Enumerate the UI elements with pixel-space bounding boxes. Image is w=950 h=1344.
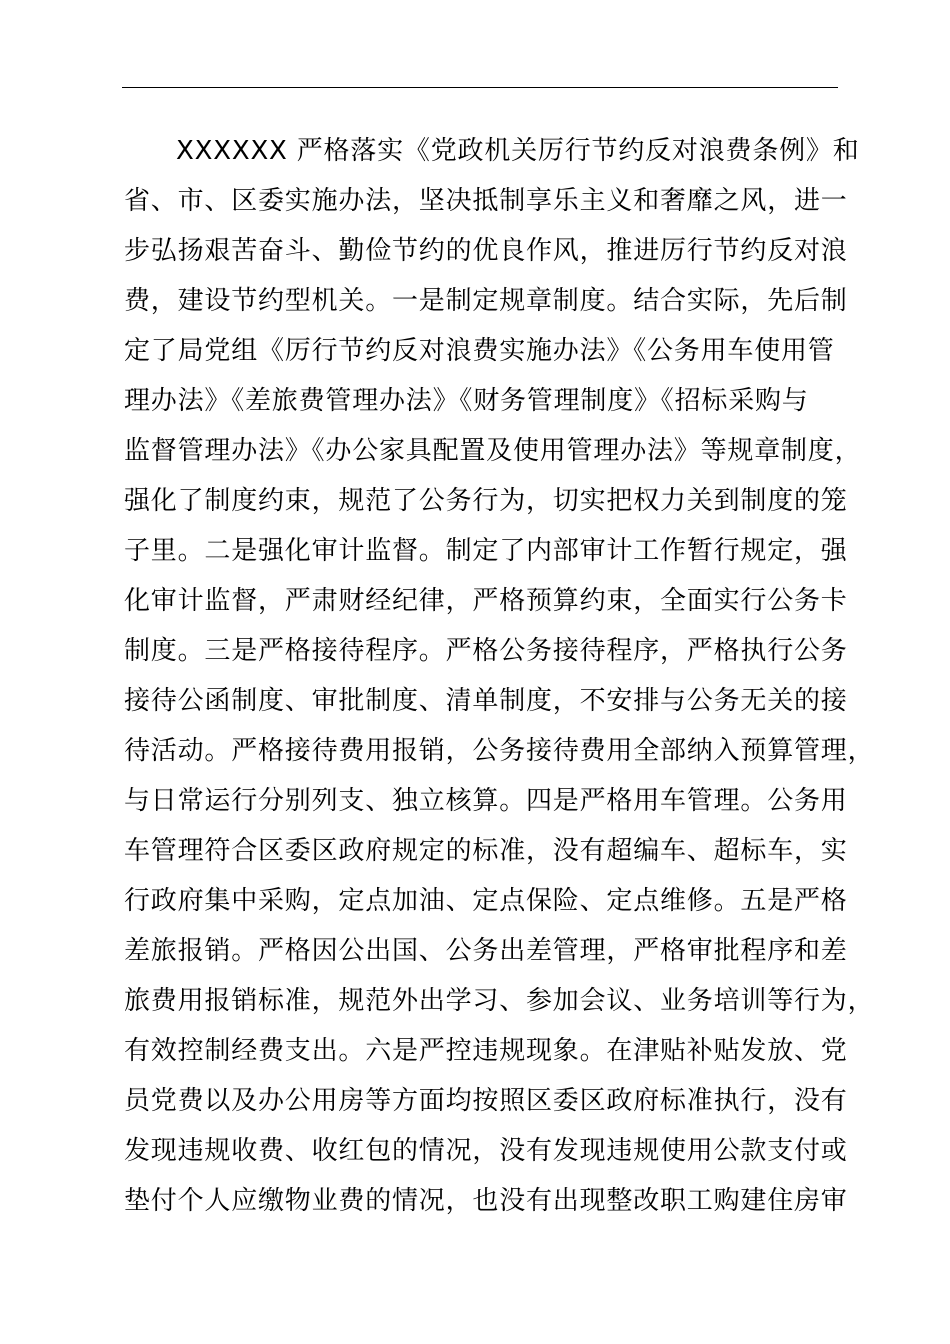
paragraph-line: 旅费用报销标准，规范外出学习、参加会议、业务培训等行为，	[124, 986, 875, 1016]
header-rule	[122, 87, 838, 88]
paragraph-line: 监督管理办法》《办公家具配置及使用管理办法》等规章制度，	[124, 436, 862, 466]
paragraph-line: 车管理符合区委区政府规定的标准，没有超编车、超标车，实	[124, 836, 848, 866]
paragraph-line: XXXXXX 严格落实《党政机关厉行节约反对浪费条例》和	[176, 136, 860, 166]
paragraph-line: 行政府集中采购，定点加油、定点保险、定点维修。五是严格	[124, 886, 848, 916]
paragraph-line: 发现违规收费、收红包的情况，没有发现违规使用公款支付或	[124, 1136, 848, 1166]
paragraph-line: 垫付个人应缴物业费的情况，也没有出现整改职工购建住房审	[124, 1186, 848, 1216]
paragraph-line: 员党费以及办公用房等方面均按照区委区政府标准执行，没有	[124, 1086, 848, 1116]
paragraph-line: 化审计监督，严肃财经纪律，严格预算约束，全面实行公务卡	[124, 586, 848, 616]
paragraph-line: 费，建设节约型机关。一是制定规章制度。结合实际，先后制	[124, 286, 848, 316]
paragraph-line: 有效控制经费支出。六是严控违规现象。在津贴补贴发放、党	[124, 1036, 848, 1066]
body-paragraph	[124, 126, 875, 1226]
paragraph-line: 理办法》《差旅费管理办法》《财务管理制度》《招标采购与	[124, 386, 809, 416]
paragraph-line: 省、市、区委实施办法，坚决抵制享乐主义和奢靡之风，进一	[124, 186, 848, 216]
paragraph-line: 差旅报销。严格因公出国、公务出差管理，严格审批程序和差	[124, 936, 848, 966]
paragraph-line: 待活动。严格接待费用报销，公务接待费用全部纳入预算管理，	[124, 736, 875, 766]
paragraph-line: 与日常运行分别列支、独立核算。四是严格用车管理。公务用	[124, 786, 848, 816]
paragraph-line: 定了局党组《厉行节约反对浪费实施办法》《公务用车使用管	[124, 336, 835, 366]
paragraph-line: 接待公函制度、审批制度、清单制度，不安排与公务无关的接	[124, 686, 848, 716]
paragraph-line: 子里。二是强化审计监督。制定了内部审计工作暂行规定，强	[124, 536, 848, 566]
paragraph-line: 强化了制度约束，规范了公务行为，切实把权力关到制度的笼	[124, 486, 848, 516]
paragraph-line: 制度。三是严格接待程序。严格公务接待程序，严格执行公务	[124, 636, 848, 666]
paragraph-line: 步弘扬艰苦奋斗、勤俭节约的优良作风，推进厉行节约反对浪	[124, 236, 848, 266]
